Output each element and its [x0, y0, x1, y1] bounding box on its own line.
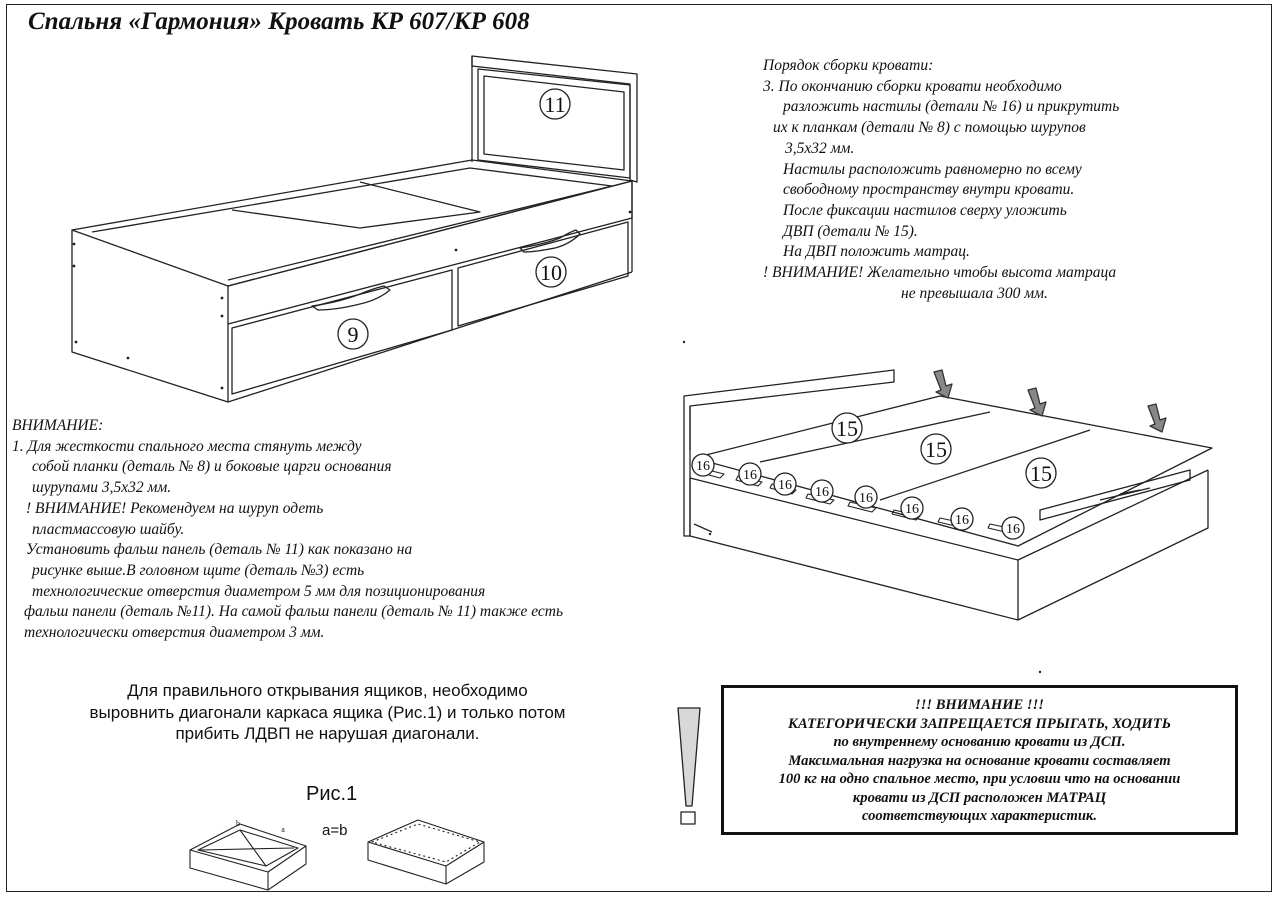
diagonal-equality-label: a=b [322, 822, 348, 839]
warning-line: соответствующих характеристик. [862, 808, 1097, 824]
callout-15: 15 [836, 416, 858, 441]
callout-16: 16 [955, 513, 969, 528]
warning-line: 100 кг на одно спальное место, при условии что на основании [778, 771, 1181, 787]
callout-9: 9 [347, 322, 359, 347]
drawer-note-line: выровнить диагонали каркаса ящика (Рис.1) и только потом [89, 702, 566, 722]
note-line: фальш панели (деталь №11). На самой фальш панели (деталь № 11) также есть [24, 603, 564, 621]
note-line: Установить фальш панель (деталь № 11) как показано на [26, 541, 413, 559]
note-line: технологические отверстия диаметром 5 мм для позиционирования [32, 582, 486, 600]
page-title: Спальня «Гармония» Кровать КР 607/КР 608 [28, 8, 530, 35]
note-line: ! ВНИМАНИЕ! Рекомендуем на шуруп одеть [26, 499, 324, 517]
callout-15: 15 [1030, 461, 1052, 486]
warning-line: КАТЕГОРИЧЕСКИ ЗАПРЕЩАЕТСЯ ПРЫГАТЬ, ХОДИТЬ [788, 715, 1171, 732]
note-line: технологически отверстия диаметром 3 мм. [24, 624, 325, 642]
instr-line: свободному пространству внутри кровати. [783, 181, 1075, 199]
instr-line: ДВП (детали № 15). [783, 222, 918, 240]
instr-line: разложить настилы (детали № 16) и прикрутить [783, 98, 1120, 116]
note-line: шурупами 3,5х32 мм. [32, 479, 172, 497]
note-line: 1. Для жесткости спального места стянуть между [12, 437, 362, 455]
warning-line: !!! ВНИМАНИЕ !!! [915, 697, 1044, 713]
instr-line: ! ВНИМАНИЕ! Желательно чтобы высота матраца [763, 264, 1117, 282]
instr-line: не превышала 300 мм. [901, 284, 1048, 302]
figure-label: Рис.1 [306, 783, 358, 805]
warning-line: кровати из ДСП расположен МАТРАЦ [852, 789, 1107, 806]
instr-line: Порядок сборки кровати: [763, 57, 934, 74]
instr-line: 3,5х32 мм. [785, 139, 855, 157]
callout-11: 11 [544, 92, 566, 117]
note-line: ВНИМАНИЕ: [12, 417, 104, 434]
diagonal-a-label: a [281, 825, 285, 834]
drawer-frame-figure [190, 820, 484, 890]
instr-line: После фиксации настилов сверху уложить [783, 201, 1067, 219]
note-line: рисунке выше.В головном щите (деталь №3) есть [32, 561, 365, 579]
warning-line: Максимальная нагрузка на основание кровати составляет [788, 752, 1171, 769]
callout-16: 16 [815, 485, 829, 500]
note-line: собой планки (деталь № 8) и боковые царги основания [32, 458, 392, 476]
exclamation-icon [678, 708, 700, 824]
instr-line: их к планкам (детали № 8) с помощью шурупов [773, 119, 1086, 137]
callout-16: 16 [905, 502, 919, 517]
drawer-note-line: прибить ЛДВП не нарушая диагонали. [175, 724, 480, 743]
drawer-note-line: Для правильного открывания ящиков, необходимо [127, 681, 528, 700]
callout-10: 10 [540, 260, 562, 285]
instr-line: Настилы расположить равномерно по всему [783, 160, 1082, 178]
callout-15: 15 [925, 437, 947, 462]
callout-16: 16 [859, 491, 873, 506]
callout-16: 16 [696, 459, 710, 474]
bed-with-fiberboard-drawing [684, 370, 1212, 620]
callout-16: 16 [743, 468, 757, 483]
warning-line: по внутреннему основанию кровати из ДСП. [833, 734, 1126, 750]
instr-line: 3. По окончанию сборки кровати необходимо [763, 77, 1062, 95]
instr-line: На ДВП положить матрац. [783, 243, 970, 261]
note-line: пластмассовую шайбу. [32, 520, 185, 538]
callout-16: 16 [1006, 522, 1020, 537]
callout-16: 16 [778, 478, 792, 493]
diagonal-b-label: b [236, 819, 240, 828]
